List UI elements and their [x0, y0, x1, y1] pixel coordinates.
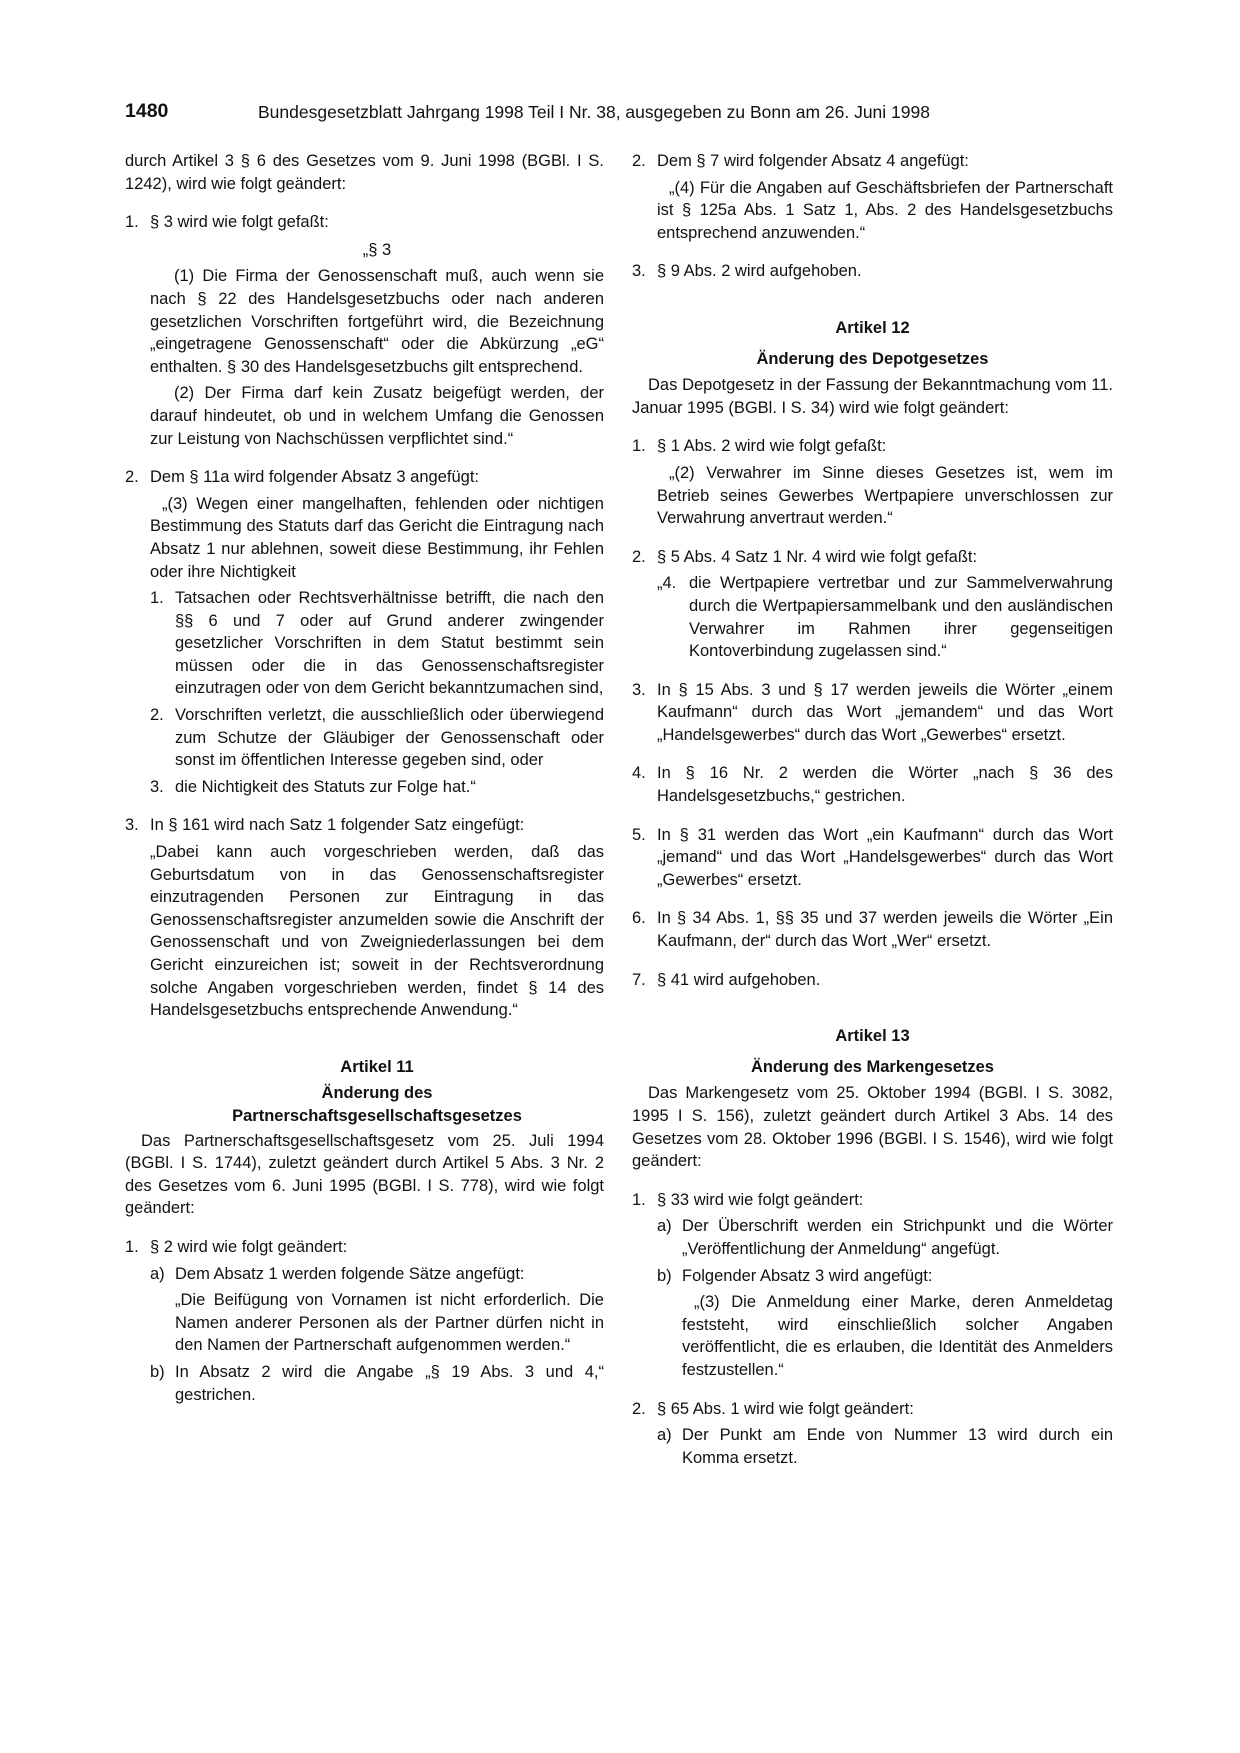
left-column: [125, 150, 604, 1406]
list-item: [632, 260, 1113, 283]
item-number: 6.: [632, 909, 646, 928]
sub-item-text: Dem Absatz 1 werden folgende Sätze angefügt:: [175, 1264, 525, 1283]
item-number: 2.: [632, 1399, 646, 1418]
item-text: In § 15 Abs. 3 und § 17 werden jeweils die Wörter „einem Kaufmann“ durch das Wort „jemandem“ und das Wort „Handelsgewerbes“ durch das Wort „Gewerbes“ ersetzt.: [657, 680, 1113, 744]
sub-list-item: [150, 1361, 604, 1406]
list-item: [632, 150, 1113, 173]
quoted-paragraph: „(4) Für die Angaben auf Geschäftsbriefen der Partnerschaft ist § 125a Abs. 1 Satz 1, Abs. 2 des Handelsgesetzbuchs entsprechend anzuwenden.“: [657, 178, 1113, 242]
page-number: 1480: [125, 100, 169, 122]
item-text: Dem § 7 wird folgender Absatz 4 angefügt:: [657, 152, 969, 170]
item-text: In § 31 werden das Wort „ein Kaufmann“ durch das Wort „jemand“ und das Wort „Handelsgewerbes“ durch das Wort „Gewerbes“ ersetzt.: [657, 825, 1113, 889]
continuation-paragraph: durch Artikel 3 § 6 des Gesetzes vom 9. Juni 1998 (BGBl. I S. 1242), wird wie folgt geändert:: [125, 152, 604, 193]
sub-list-item: [150, 587, 604, 700]
quoted-item-number: „4.: [657, 574, 677, 593]
item-text: In § 161 wird nach Satz 1 folgender Satz eingefügt:: [150, 816, 525, 835]
article-number: Artikel 12: [835, 318, 910, 337]
quoted-paragraph: (1) Die Firma der Genossenschaft muß, auch wenn sie nach § 22 des Handelsgesetzbuchs oder nach anderen gesetzlichen Vorschriften fortgeführt wird, die Bezeichnung „eingetragene Genossenschaft“ oder die Abkürzung „eG“ enthalten. § 30 des Handelsgesetzbuchs gilt entsprechend.: [150, 267, 604, 376]
sub-item-number: 2.: [150, 706, 164, 725]
sub-item-text: Der Überschrift werden ein Strichpunkt und die Wörter „Veröffentlichung der Anmeldung“ angefügt.: [682, 1217, 1113, 1258]
quoted-numbered-item: [657, 572, 1113, 662]
sub-item-letter: a): [657, 1426, 672, 1445]
quoted-item-text: die Wertpapiere vertretbar und zur Sammelverwahrung durch die Wertpapiersammelbank und den ausländischen Verwahrer im Rahmen ihrer gegenseitigen Kontoverbindung zugelassen sind.“: [689, 574, 1113, 661]
list-item: [632, 1189, 1113, 1212]
article-number: Artikel 11: [340, 1057, 414, 1076]
quoted-paragraph: „Die Beifügung von Vornamen ist nicht erforderlich. Die Namen anderer Personen als der Partner dürfen nicht in den Namen der Partnerschaft aufgenommen werden.“: [175, 1291, 604, 1355]
sub-item-text: Der Punkt am Ende von Nummer 13 wird durch ein Komma ersetzt.: [682, 1426, 1113, 1467]
list-item: [125, 466, 604, 489]
article-title: Änderung des: [321, 1084, 433, 1103]
item-text: Dem § 11a wird folgender Absatz 3 angefügt:: [150, 468, 479, 487]
list-item: [632, 969, 1113, 992]
quoted-paragraph: „(3) Wegen einer mangelhaften, fehlenden oder nichtigen Bestimmung des Statuts darf das Gericht die Eintragung nach Absatz 1 nur ablehnen, soweit diese Bestimmung, ihr Fehlen oder ihre Nichtigkeit: [150, 494, 604, 581]
list-item: [632, 546, 1113, 569]
item-number: 1.: [125, 213, 139, 232]
running-head: Bundesgesetzblatt Jahrgang 1998 Teil I Nr. 38, ausgegeben zu Bonn am 26. Juni 1998: [258, 102, 930, 122]
item-text: In § 34 Abs. 1, §§ 35 und 37 werden jeweils die Wörter „Ein Kaufmann, der“ durch das Wort „Wer“ ersetzt.: [657, 909, 1113, 951]
item-number: 4.: [632, 764, 646, 783]
article-intro: Das Markengesetz vom 25. Oktober 1994 (BGBl. I S. 3082, 1995 I S. 156), zuletzt geändert durch Artikel 3 Abs. 14 des Gesetzes vom 28. Oktober 1996 (BGBl. I S. 1546), wird wie folgt geändert:: [632, 1084, 1113, 1171]
item-text: § 2 wird wie folgt geändert:: [150, 1237, 348, 1256]
item-number: 2.: [125, 468, 139, 487]
sub-list-item: [150, 776, 604, 799]
sub-item-number: 3.: [150, 777, 164, 796]
article-intro: Das Partnerschaftsgesellschaftsgesetz vom 25. Juli 1994 (BGBl. I S. 1744), zuletzt geändert durch Artikel 5 Abs. 3 Nr. 2 des Gesetzes vom 6. Juni 1995 (BGBl. I S. 778), wird wie folgt geändert:: [125, 1131, 604, 1218]
quoted-paragraph: „(2) Verwahrer im Sinne dieses Gesetzes ist, wem im Betrieb seines Gewerbes Wertpapiere unverschlossen zur Verwahrung anvertraut werden.“: [657, 463, 1113, 528]
right-column: [632, 150, 1113, 1469]
item-number: 3.: [632, 680, 646, 699]
quoted-paragraph: (2) Der Firma darf kein Zusatz beigefügt werden, der darauf hindeutet, ob und in welchem Umfang die Genossen zur Leistung von Nachschüssen verpflichtet sind.“: [150, 384, 604, 448]
sub-item-text: Folgender Absatz 3 wird angefügt:: [682, 1266, 933, 1285]
quoted-paragraph: „(3) Die Anmeldung einer Marke, deren Anmeldetag feststeht, wird einschließlich solcher Angaben veröffentlicht, die es erlauben, die Identität des Anmelders festzustellen.“: [682, 1293, 1113, 1379]
sub-item-letter: a): [150, 1264, 165, 1283]
item-text: § 1 Abs. 2 wird wie folgt gefaßt:: [657, 437, 887, 456]
sub-item-text: In Absatz 2 wird die Angabe „§ 19 Abs. 3 und 4,“ gestrichen.: [175, 1362, 604, 1404]
item-text: § 33 wird wie folgt geändert:: [657, 1190, 864, 1209]
item-number: 1.: [125, 1237, 139, 1256]
item-text: In § 16 Nr. 2 werden die Wörter „nach § 36 des Handelsgesetzbuchs,“ gestrichen.: [657, 764, 1113, 806]
list-item: [632, 907, 1113, 952]
list-item: [632, 824, 1113, 892]
item-number: 1.: [632, 437, 646, 456]
article-title: Partnerschaftsgesellschaftsgesetzes: [232, 1106, 522, 1125]
list-item: [632, 1398, 1113, 1421]
sub-list-item: [657, 1424, 1113, 1469]
sub-item-letter: b): [150, 1362, 165, 1381]
item-text: § 41 wird aufgehoben.: [657, 970, 821, 989]
sub-item-letter: a): [657, 1217, 672, 1236]
item-number: 3.: [632, 262, 646, 281]
sub-list-item: [657, 1215, 1113, 1260]
list-item: [125, 814, 604, 837]
article-title: Änderung des Markengesetzes: [751, 1057, 994, 1076]
sub-item-text: Tatsachen oder Rechtsverhältnisse betrifft, die nach den §§ 6 und 7 oder auf Grund anderer zwingender gesetzlicher Vorschriften in dem Statut bestimmt sein müssen oder die in das Genossenschaftsregister einzutragen oder von dem Gericht bekanntzumachen sind,: [175, 589, 604, 698]
list-item: [125, 211, 604, 234]
item-text: § 5 Abs. 4 Satz 1 Nr. 4 wird wie folgt gefaßt:: [657, 547, 978, 566]
list-item: [632, 435, 1113, 458]
item-number: 2.: [632, 152, 646, 170]
item-text: § 3 wird wie folgt gefaßt:: [150, 213, 329, 232]
sub-item-number: 1.: [150, 589, 164, 608]
sub-list-item: [150, 1263, 604, 1286]
sub-item-letter: b): [657, 1266, 672, 1285]
list-item: [632, 679, 1113, 747]
list-item: [125, 1236, 604, 1259]
sub-item-text: die Nichtigkeit des Statuts zur Folge hat.“: [175, 777, 476, 796]
sub-list-item: [657, 1265, 1113, 1288]
item-number: 2.: [632, 547, 646, 566]
item-number: 3.: [125, 816, 139, 835]
article-title: Änderung des Depotgesetzes: [756, 349, 989, 368]
item-number: 7.: [632, 970, 646, 989]
sub-list-item: [150, 704, 604, 772]
article-number: Artikel 13: [835, 1027, 910, 1046]
article-intro: Das Depotgesetz in der Fassung der Bekanntmachung vom 11. Januar 1995 (BGBl. I S. 34) wird wie folgt geändert:: [632, 376, 1113, 417]
item-number: 5.: [632, 825, 646, 844]
page-header: [125, 100, 1115, 126]
item-text: § 65 Abs. 1 wird wie folgt geändert:: [657, 1399, 914, 1418]
list-item: [632, 762, 1113, 807]
section-heading: „§ 3: [362, 240, 392, 259]
sub-item-text: Vorschriften verletzt, die ausschließlich oder überwiegend zum Schutze der Gläubiger der Genossenschaft oder sonst im öffentlichen Interesse gegeben sind, oder: [175, 706, 604, 770]
item-text: § 9 Abs. 2 wird aufgehoben.: [657, 262, 862, 281]
item-number: 1.: [632, 1190, 646, 1209]
quoted-paragraph: „Dabei kann auch vorgeschrieben werden, daß das Geburtsdatum von in das Genossenschaftsregister einzutragenden Personen zur Eintragung in das Genossenschaftsregister anzumelden sowie die Anschrift der Genossenschaft und von Zweigniederlassungen bei dem Gericht einzureichen ist; soweit in der Rechtsverordnung solche Angaben vorgeschrieben werden, findet § 14 des Handelsgesetzbuchs entsprechende Anwendung.“: [150, 843, 604, 1020]
